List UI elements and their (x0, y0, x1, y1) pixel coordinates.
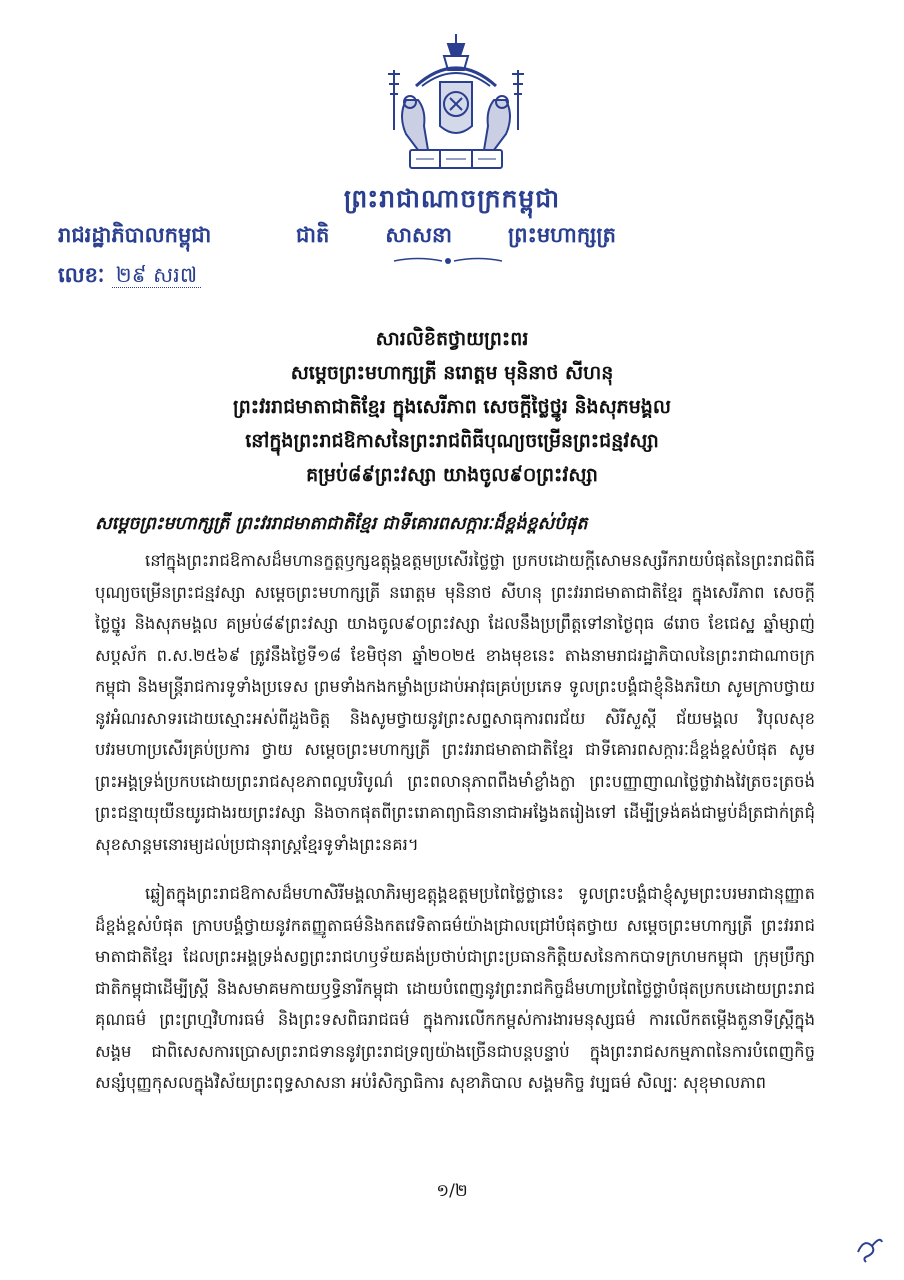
reference-number (58, 262, 201, 293)
salutation: សម្តេចព្រះមហាក្សត្រី ព្រះវររាជមាតាជាតិខ្មែរ ជាទីគោរពសក្ការៈដ៏ខ្ពង់ខ្ពស់បំផុត (95, 514, 588, 534)
reference-label: លេខៈ (58, 263, 105, 287)
letter-title-block (0, 322, 904, 492)
government-name: រាជរដ្ឋាភិបាលកម្ពុជា (58, 223, 212, 247)
kingdom-heading: ព្រះរាជាណាចក្រកម្ពុជា (343, 184, 561, 213)
motto-religion: សាសនា (385, 223, 452, 247)
title-line-1: សារលិខិតថ្វាយព្រះពរ (375, 328, 529, 350)
body-paragraph-2: ឆ្លៀតក្នុងព្រះរាជឱកាសដ៏មហាសិរីមង្គលាភិរម្យឧត្តុង្គឧត្តមប្រពៃថ្លៃថ្លានេះ ទូលព្រះបង្គំជាខ្ញុំសូមព្រះបរមរាជានុញ្ញាតដ៏ខ្ពង់ខ្ពស់បំផុត ក្រាបបង្គំថ្វាយនូវកតញ្ញូតាធម៌និងកតវេទិតាធម៌យ៉ាងជ្រាលជ្រៅបំផុតថ្វាយ សម្តេចព្រះមហាក្សត្រី ព្រះវររាជមាតាជាតិខ្មែរ ដែលព្រះអង្គទ្រង់សព្វព្រះរាជហឫទ័យគង់ប្រថាប់ជាព្រះប្រធានកិត្តិយសនៃកាកបាទក្រហមកម្ពុជា ក្រុមប្រឹក្សាជាតិកម្ពុជាដើម្បីស្ត្រី និងសមាគមកាយឫទ្ធិនារីកម្ពុជា ដោយបំពេញនូវព្រះរាជកិច្ចដ៏មហាប្រពៃថ្លៃថ្លាបំផុតប្រកបដោយព្រះរាជគុណធម៌ ព្រះព្រហ្មវិហារធម៌ និងព្រះទសពិធរាជធម៌ ក្នុងការលើកកម្ពស់ការងារមនុស្សធម៌ ការលើកតម្កើងតួនាទីស្ត្រីក្នុងសង្គម ជាពិសេសការប្រោសព្រះរាជទាននូវព្រះរាជទ្រព្យយ៉ាងច្រើនជាបន្តបន្ទាប់ ក្នុងព្រះរាជសកម្មភាពនៃការបំពេញកិច្ចសន្សំបុញ្ញកុសលក្នុងវិស័យព្រះពុទ្ធសាសនា អប់រំសិក្សាធិការ សុខាភិបាល សង្គមកិច្ច វប្បធម៌ សិល្បៈ សុខុមាលភាព (95, 884, 815, 1092)
title-line-5: គម្រប់៨៩ព្រះវស្សា យាងចូល៩០ព្រះវស្សា (306, 464, 598, 486)
motto-king: ព្រះមហាក្សត្រ (508, 223, 616, 247)
body-paragraph-1: នៅក្នុងព្រះរាជឱកាសដ៏មហានក្ខត្តឫក្សឧត្តុង្គឧត្តមប្រសើរថ្លៃថ្លា ប្រកបដោយក្តីសោមនស្សរីករាយបំផុតនៃព្រះរាជពិធីបុណ្យចម្រើនព្រះជន្មវស្សា សម្តេចព្រះមហាក្សត្រី នរោត្តម មុនិនាថ សីហនុ ព្រះវររាជមាតាជាតិខ្មែរ ក្នុងសេរីភាព សេចក្តីថ្លៃថ្នូរ និងសុភមង្គល គម្រប់៨៩ព្រះវស្សា យាងចូល៩០ព្រះវស្សា ដែលនឹងប្រព្រឹត្តទៅនាថ្ងៃពុធ ៨រោច ខែជេស្ឋ ឆ្នាំម្សាញ់ សប្តស័ក ព.ស.២៥៦៩ ត្រូវនឹងថ្ងៃទី១៨ ខែមិថុនា ឆ្នាំ២០២៥ ខាងមុខនេះ តាងនាមរាជរដ្ឋាភិបាលនៃព្រះរាជាណាចក្រកម្ពុជា និងមន្ត្រីរាជការទូទាំងប្រទេស ព្រមទាំងកងកម្លាំងប្រដាប់អាវុធគ្រប់ប្រភេទ ទូលព្រះបង្គំជាខ្ញុំនិងភរិយា សូមក្រាបថ្វាយនូវអំណរសាទរដោយស្មោះអស់ពីដួងចិត្ត និងសូមថ្វាយនូវព្រះសព្ទសាធុការពរជ័យ សិរីសួស្តី ជ័យមង្គល វិបុលសុខ បវរមហាប្រសើរគ្រប់ប្រការ ថ្វាយ សម្តេចព្រះមហាក្សត្រី ព្រះវររាជមាតាជាតិខ្មែរ ជាទីគោរពសក្ការៈដ៏ខ្ពង់ខ្ពស់បំផុត សូមព្រះអង្គទ្រង់ប្រកបដោយព្រះរាជសុខភាពល្អបរិបូណ៌ ព្រះពលានុភាពពឹងមាំខ្លាំងក្លា ព្រះបញ្ញាញាណថ្លៃថ្លាវាងវៃត្រចះត្រចង់ ព្រះជន្មាយុយឺនយូរជាងរយព្រះវស្សា និងចាកផុតពីព្រះរោគាព្យាធិនានាជាអង្វែងតរៀងទៅ ដើម្បីទ្រង់គង់ជាម្លប់ដ៏ត្រជាក់ត្រជុំសុខសាន្តមនោរម្យដល់ប្រជានុរាស្ត្រខ្មែរទូទាំងព្រះនគរ។ (95, 551, 815, 854)
royal-coat-of-arms-icon (388, 30, 524, 180)
national-motto (296, 222, 616, 253)
page-number: ១/២ (436, 1181, 468, 1201)
motto-nation: ជាតិ (296, 223, 330, 247)
title-line-2: សម្តេចព្រះមហាក្សត្រី នរោត្តម មុនិនាថ សីហនុ (290, 362, 614, 384)
reference-value: ២៩ សរ៧ (112, 263, 201, 288)
title-line-3: ព្រះវររាជមាតាជាតិខ្មែរ ក្នុងសេរីភាព សេចក្តីថ្លៃថ្នូរ និងសុភមង្គល (233, 396, 671, 418)
handwritten-initials-icon (850, 1232, 886, 1268)
ornament-divider-icon (388, 254, 508, 268)
title-line-4: នៅក្នុងព្រះរាជឱកាសនៃព្រះរាជពិធីបុណ្យចម្រើនព្រះជន្មវស្សា (245, 430, 659, 452)
